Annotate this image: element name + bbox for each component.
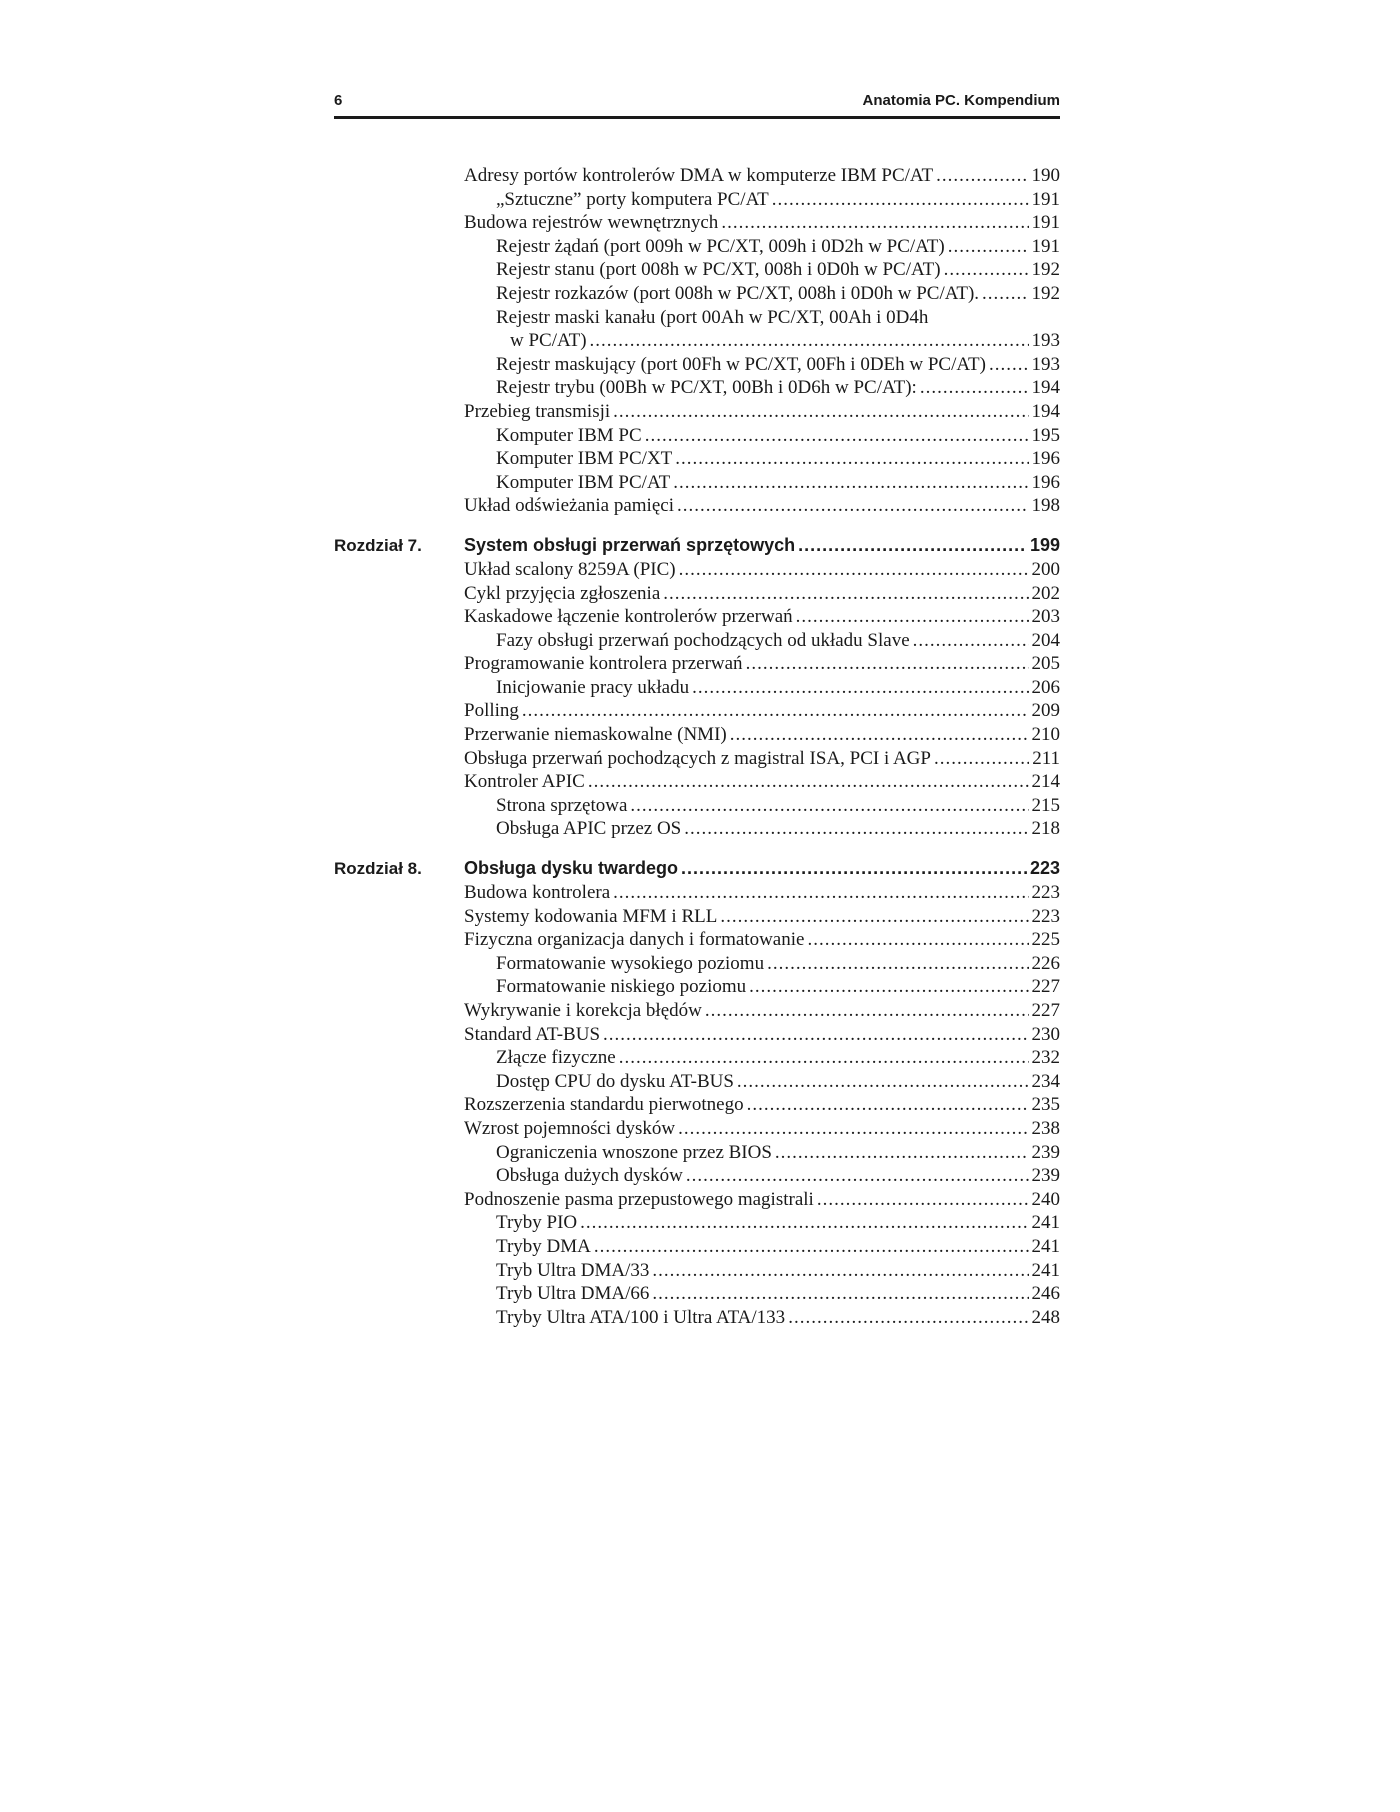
toc-entry: [464, 1070, 1060, 1094]
toc-entry-page: 225: [1031, 929, 1060, 951]
dot-leader: [679, 558, 1029, 582]
toc-entry: [464, 1141, 1060, 1165]
dot-leader: [652, 1282, 1028, 1306]
toc-entry-title: Rejestr trybu (00Bh w PC/XT, 00Bh i 0D6h w PC/AT):: [496, 377, 917, 399]
chapter-title-row: [464, 855, 1060, 881]
toc-entry-page: 238: [1031, 1117, 1060, 1139]
toc-entry-page: 193: [1031, 330, 1060, 352]
toc-entry-title: Komputer IBM PC/XT: [496, 448, 673, 470]
toc-entry: [464, 1211, 1060, 1235]
dot-leader: [652, 1259, 1028, 1283]
toc-entry-page: 234: [1031, 1070, 1060, 1092]
chapter-label: Rozdział 8.: [334, 859, 422, 879]
toc-entry-page: 199: [1029, 534, 1060, 555]
toc-entry: [464, 188, 1060, 212]
toc-entry: [464, 652, 1060, 676]
toc-entry-page: 210: [1031, 724, 1060, 746]
toc-entry-title: Fizyczna organizacja danych i formatowanie: [464, 929, 805, 951]
toc-entry-title: Wzrost pojemności dysków: [464, 1117, 676, 1139]
dot-leader: [613, 881, 1028, 905]
dot-leader: [934, 747, 1029, 771]
toc-entry-title: Programowanie kontrolera przerwań: [464, 653, 743, 675]
toc-entry-page: 230: [1031, 1023, 1060, 1045]
toc-entry: [464, 1306, 1060, 1330]
toc-entry-page: 223: [1031, 905, 1060, 927]
toc-entry: [464, 1093, 1060, 1117]
toc-entry: [464, 723, 1060, 747]
toc-entry-title: Tryb Ultra DMA/33: [496, 1259, 650, 1281]
toc-entry-page: 191: [1031, 235, 1060, 257]
toc-entry-title: Rozszerzenia standardu pierwotnego: [464, 1094, 744, 1116]
dot-leader: [677, 494, 1029, 518]
dot-leader: [613, 400, 1028, 424]
toc-entry-title: Rejestr rozkazów (port 008h w PC/XT, 008h i 0D0h w PC/AT).: [496, 282, 980, 304]
toc-entry-title: Dostęp CPU do dysku AT-BUS: [496, 1070, 734, 1092]
toc-entry-title: Systemy kodowania MFM i RLL: [464, 905, 718, 927]
dot-leader: [692, 676, 1028, 700]
dot-leader: [678, 1117, 1028, 1141]
dot-leader: [721, 211, 1028, 235]
toc-entry-page: 194: [1031, 400, 1060, 422]
toc-entry: [464, 1188, 1060, 1212]
toc-entry-page: 206: [1031, 676, 1060, 698]
dot-leader: [817, 1188, 1029, 1212]
toc-entry: [464, 376, 1060, 400]
toc-entry-page: 211: [1032, 747, 1060, 769]
toc-entry-title: Budowa kontrolera: [464, 882, 611, 904]
toc-entry: [464, 770, 1060, 794]
toc-intro-block: [334, 164, 1060, 518]
dot-leader: [684, 817, 1028, 841]
toc-entry-page: 195: [1031, 424, 1060, 446]
toc-entry-page: 194: [1031, 377, 1060, 399]
dot-leader: [673, 471, 1028, 495]
toc-entry-page: 246: [1031, 1283, 1060, 1305]
toc-entry-title: Polling: [464, 700, 519, 722]
toc-entry-title: Układ scalony 8259A (PIC): [464, 558, 676, 580]
toc-entries: [464, 164, 1060, 518]
toc-entry-title: Podnoszenie pasma przepustowego magistrali: [464, 1188, 814, 1210]
toc-entry-title: Przerwanie niemaskowalne (NMI): [464, 724, 727, 746]
dot-leader: [588, 770, 1029, 794]
toc-entry-title: Obsługa przerwań pochodzących z magistral ISA, PCI i AGP: [464, 747, 931, 769]
toc-entry-title: Kontroler APIC: [464, 771, 585, 793]
toc-entry-title: Ograniczenia wnoszone przez BIOS: [496, 1141, 772, 1163]
toc-entry: [464, 928, 1060, 952]
toc-entry-page: 232: [1031, 1047, 1060, 1069]
toc-entry-title: System obsługi przerwań sprzętowych: [464, 534, 796, 555]
toc-entry-page: 198: [1031, 495, 1060, 517]
toc-entry: [464, 329, 1060, 353]
toc-entry-page: 218: [1031, 818, 1060, 840]
toc-entry-title: Złącze fizyczne: [496, 1047, 616, 1069]
dot-leader: [590, 329, 1029, 353]
toc-entry: [464, 1046, 1060, 1070]
dot-leader: [681, 855, 1027, 881]
toc-entries: [464, 855, 1060, 1329]
toc-entry: [464, 747, 1060, 771]
toc-entry-page: 190: [1031, 165, 1060, 186]
dot-leader: [594, 1235, 1029, 1259]
toc-entry-title: Tryby Ultra ATA/100 i Ultra ATA/133: [496, 1306, 786, 1328]
toc-entry: [464, 211, 1060, 235]
toc-entry: [464, 582, 1060, 606]
toc-entry-title: Adresy portów kontrolerów DMA w komputerze IBM PC/AT: [464, 165, 934, 186]
dot-leader: [749, 975, 1028, 999]
toc-entry-title: Wykrywanie i korekcja błędów: [464, 1000, 702, 1021]
toc-entry-page: 192: [1031, 282, 1060, 304]
toc-entry: [464, 447, 1060, 471]
toc-entry: [464, 353, 1060, 377]
dot-leader: [746, 652, 1029, 676]
book-title: Anatomia PC. Kompendium: [862, 92, 1060, 109]
dot-leader: [675, 447, 1028, 471]
dot-leader: [944, 258, 1029, 282]
toc-entry: [464, 558, 1060, 582]
toc-entry: [464, 817, 1060, 841]
toc-entry-page: 227: [1031, 1000, 1060, 1021]
toc-entry-page: 240: [1031, 1188, 1060, 1210]
toc-entry-title: Komputer IBM PC/AT: [496, 471, 671, 493]
dot-leader: [796, 605, 1029, 629]
dot-leader: [989, 353, 1029, 377]
toc-entry: [464, 164, 1060, 188]
toc-entry: [464, 471, 1060, 495]
toc-entry-page: 192: [1031, 259, 1060, 281]
toc-entry-page: 227: [1031, 976, 1060, 998]
dot-leader: [686, 1164, 1029, 1188]
toc-entry: [464, 1117, 1060, 1141]
toc-entry-title: Rejestr maskujący (port 00Fh w PC/XT, 00Fh i 0DEh w PC/AT): [496, 353, 986, 375]
toc-entry-page: 239: [1031, 1141, 1060, 1163]
dot-leader: [720, 905, 1028, 929]
toc-entry-title: Tryb Ultra DMA/66: [496, 1283, 650, 1305]
toc-entry-page: 223: [1031, 882, 1060, 904]
dot-leader: [630, 794, 1028, 818]
dot-leader: [788, 1306, 1028, 1330]
toc-entry-page: 202: [1031, 582, 1060, 604]
toc-entry-title: Przebieg transmisji: [464, 400, 611, 422]
toc-entry-page: 235: [1031, 1094, 1060, 1116]
chapter-label: Rozdział 7.: [334, 535, 422, 555]
toc-entry-title: Układ odświeżania pamięci: [464, 495, 674, 517]
toc-entry: [464, 905, 1060, 929]
dot-leader: [807, 928, 1028, 952]
toc-entry: [464, 1282, 1060, 1306]
toc-entry-title: Fazy obsługi przerwań pochodzących od układu Slave: [496, 629, 910, 651]
toc-entry-page: 205: [1031, 653, 1060, 675]
toc-entry-title: Rejestr stanu (port 008h w PC/XT, 008h i 0D0h w PC/AT): [496, 259, 941, 281]
chapter-block: [334, 855, 1060, 1329]
toc-entry-page: 203: [1031, 606, 1060, 628]
toc-entry: [464, 605, 1060, 629]
dot-leader: [920, 376, 1029, 400]
dot-leader: [730, 723, 1029, 747]
toc-entry: [464, 424, 1060, 448]
dot-leader: [913, 629, 1029, 653]
toc-entry-title: „Sztuczne” porty komputera PC/AT: [496, 188, 769, 210]
toc-entry-page: 214: [1031, 771, 1060, 793]
dot-leader: [603, 1023, 1028, 1047]
toc-entry-title: Strona sprzętowa: [496, 794, 628, 816]
toc-entry-title: Obsługa dużych dysków: [496, 1165, 683, 1187]
dot-leader: [747, 1093, 1029, 1117]
toc-entry: [464, 881, 1060, 905]
dot-leader: [772, 188, 1029, 212]
dot-leader: [798, 532, 1027, 558]
chapter-block: [334, 532, 1060, 841]
toc-entry-title: Inicjowanie pracy układu: [496, 676, 690, 698]
toc-entry: [464, 1235, 1060, 1259]
toc-entry-page: 204: [1031, 629, 1060, 651]
dot-leader: [775, 1141, 1029, 1165]
toc-entry: [464, 258, 1060, 282]
toc-entry-page: 215: [1031, 794, 1060, 816]
table-of-contents: [334, 164, 1060, 1329]
toc-entry-page: 239: [1031, 1165, 1060, 1187]
dot-leader: [580, 1211, 1028, 1235]
toc-entry-title: Komputer IBM PC: [496, 424, 642, 446]
toc-entry-page: 241: [1031, 1212, 1060, 1234]
dot-leader: [619, 1046, 1029, 1070]
toc-entry-title: Tryby PIO: [496, 1212, 578, 1234]
toc-entry-title: Tryby DMA: [496, 1235, 591, 1257]
dot-leader: [645, 424, 1029, 448]
running-header: [334, 88, 1060, 119]
toc-entry-page: 241: [1031, 1235, 1060, 1257]
dot-leader: [705, 999, 1029, 1023]
toc-entry: [464, 400, 1060, 424]
toc-entry-page: 226: [1031, 952, 1060, 974]
toc-entry: [464, 1023, 1060, 1047]
toc-entry: [464, 794, 1060, 818]
dot-leader: [767, 952, 1028, 976]
chapter-title-row: [464, 532, 1060, 558]
toc-entry-title: Obsługa dysku twardego: [464, 858, 679, 879]
toc-entry: [464, 1164, 1060, 1188]
toc-entry: [464, 952, 1060, 976]
toc-entry-page: 191: [1031, 188, 1060, 210]
toc-entry-title: Kaskadowe łączenie kontrolerów przerwań: [464, 606, 793, 628]
toc-entry-title: Rejestr maski kanału (port 00Ah w PC/XT, 00Ah i 0D4h: [496, 306, 929, 328]
toc-entry-page: 223: [1029, 858, 1060, 879]
toc-entry: [464, 975, 1060, 999]
toc-entry: [464, 699, 1060, 723]
toc-entry-page: 241: [1031, 1259, 1060, 1281]
toc-entry-page: 209: [1031, 700, 1060, 722]
dot-leader: [737, 1070, 1029, 1094]
toc-entry: [464, 235, 1060, 259]
toc-entry: [464, 282, 1060, 306]
toc-entry: [464, 629, 1060, 653]
toc-entry: [464, 306, 1060, 330]
toc-entry: [464, 676, 1060, 700]
toc-entries: [464, 532, 1060, 841]
toc-entry-title: Rejestr żądań (port 009h w PC/XT, 009h i 0D2h w PC/AT): [496, 235, 945, 257]
toc-entry-title: Formatowanie wysokiego poziomu: [496, 952, 765, 974]
dot-leader: [948, 235, 1029, 259]
toc-entry-title: Cykl przyjęcia zgłoszenia: [464, 582, 661, 604]
dot-leader: [663, 582, 1028, 606]
page-number: 6: [334, 92, 343, 109]
toc-entry-page: 193: [1031, 353, 1060, 375]
toc-entry-title: Standard AT-BUS: [464, 1023, 601, 1045]
dot-leader: [936, 164, 1028, 188]
toc-entry-page: 191: [1031, 212, 1060, 234]
toc-entry: [464, 1259, 1060, 1283]
toc-entry-page: 200: [1031, 558, 1060, 580]
toc-entry: [464, 494, 1060, 518]
dot-leader: [982, 282, 1028, 306]
toc-entry-title: Formatowanie niskiego poziomu: [496, 976, 747, 998]
toc-entry-page: 196: [1031, 448, 1060, 470]
toc-entry-page: 248: [1031, 1306, 1060, 1328]
toc-entry: [464, 999, 1060, 1023]
toc-entry-title: w PC/AT): [510, 330, 587, 352]
toc-entry-title: Obsługa APIC przez OS: [496, 818, 682, 840]
dot-leader: [522, 699, 1029, 723]
toc-entry-title: Budowa rejestrów wewnętrznych: [464, 212, 719, 234]
toc-entry-page: 196: [1031, 471, 1060, 493]
